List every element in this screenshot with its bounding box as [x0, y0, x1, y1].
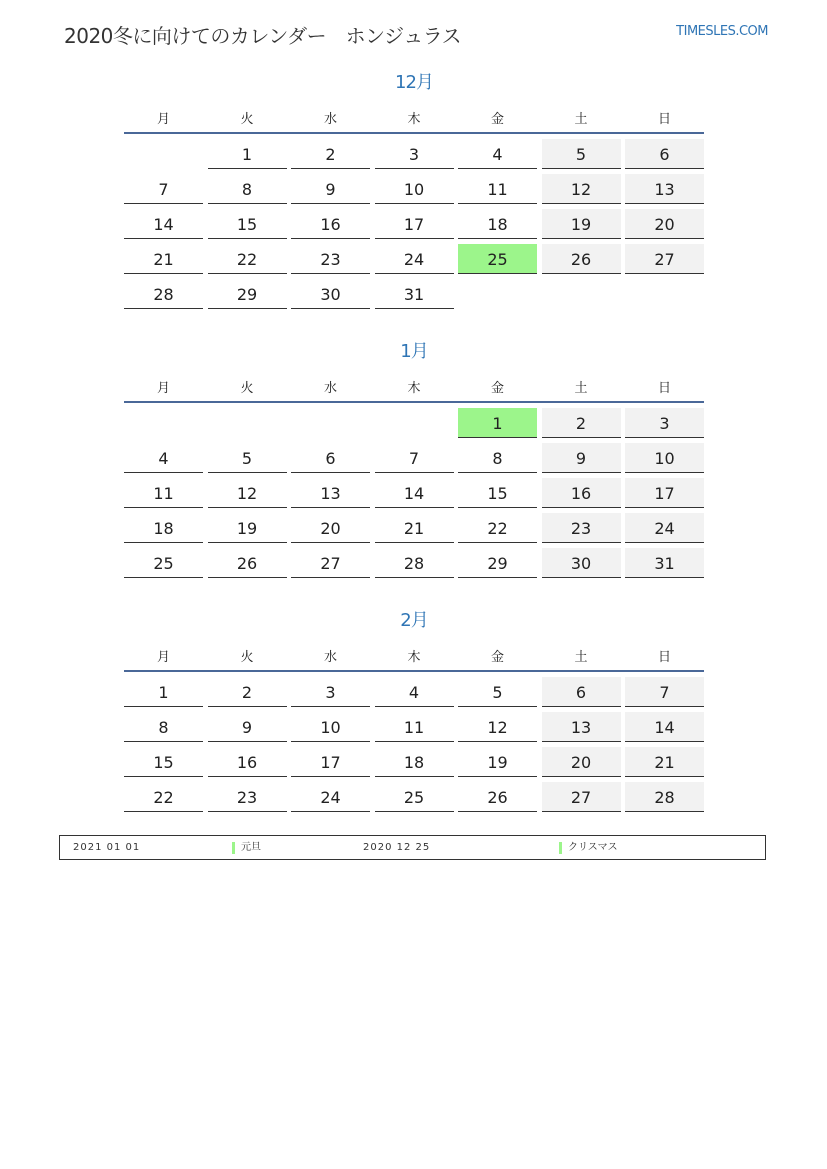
weekday-label: 火: [240, 111, 254, 127]
month-title: 12月: [395, 72, 433, 93]
day-cell: 22: [458, 513, 537, 543]
day-cell: 25: [458, 244, 537, 274]
weekday-header: [124, 102, 704, 134]
weekday-label: 金: [490, 380, 504, 396]
day-cell: 1: [208, 139, 287, 169]
day-cell: 9: [542, 443, 621, 473]
day-cell: 8: [124, 712, 203, 742]
weekday-label: 水: [323, 111, 337, 127]
day-cell: 26: [542, 244, 621, 274]
month-title: 1月: [400, 341, 428, 362]
day-cell: 2: [208, 677, 287, 707]
day-cell: 23: [291, 244, 370, 274]
day-cell: 17: [625, 478, 704, 508]
day-cell: 30: [542, 548, 621, 578]
day-cell: 20: [542, 747, 621, 777]
day-cell: 24: [291, 782, 370, 812]
day-cell: 27: [291, 548, 370, 578]
day-cell: 7: [124, 174, 203, 204]
day-cell: 12: [458, 712, 537, 742]
day-cell: 18: [375, 747, 454, 777]
day-cell: 14: [124, 209, 203, 239]
day-cell: 2: [291, 139, 370, 169]
day-cell: 6: [542, 677, 621, 707]
weekday-label: 金: [490, 649, 504, 665]
day-cell: 4: [124, 443, 203, 473]
day-cell: 26: [208, 548, 287, 578]
day-cell: 9: [291, 174, 370, 204]
day-cell: 22: [208, 244, 287, 274]
day-cell: 8: [208, 174, 287, 204]
empty-cell: [625, 279, 704, 309]
day-cell: 1: [124, 677, 203, 707]
weekday-label: 火: [240, 380, 254, 396]
weekday-label: 土: [574, 649, 588, 665]
day-cell: 10: [375, 174, 454, 204]
day-cell: 15: [208, 209, 287, 239]
day-cell: 6: [291, 443, 370, 473]
weekday-label: 木: [407, 380, 421, 396]
day-cell: 21: [375, 513, 454, 543]
month-january: [124, 339, 704, 578]
day-cell: 13: [625, 174, 704, 204]
weekday-label: 木: [407, 111, 421, 127]
day-cell: 18: [124, 513, 203, 543]
day-cell: 5: [542, 139, 621, 169]
day-cell: 27: [542, 782, 621, 812]
day-cell: 30: [291, 279, 370, 309]
site-link[interactable]: TIMESLES.COM: [676, 24, 768, 39]
day-cell: 29: [208, 279, 287, 309]
empty-cell: [124, 139, 203, 169]
page-title: 2020冬に向けてのカレンダー ホンジュラス: [64, 24, 462, 48]
day-cell: 23: [208, 782, 287, 812]
holiday-legend: [59, 835, 766, 860]
day-cell: 16: [542, 478, 621, 508]
empty-cell: [375, 408, 454, 438]
day-cell: 7: [375, 443, 454, 473]
day-cell: 10: [291, 712, 370, 742]
weekday-label: 月: [156, 649, 170, 665]
empty-cell: [291, 408, 370, 438]
day-cell: 29: [458, 548, 537, 578]
day-cell: 19: [208, 513, 287, 543]
legend-date: 2021 01 01: [73, 842, 141, 853]
day-cell: 3: [375, 139, 454, 169]
day-cell: 14: [375, 478, 454, 508]
day-cell: 22: [124, 782, 203, 812]
day-cell: 18: [458, 209, 537, 239]
day-cell: 15: [124, 747, 203, 777]
day-grid: [124, 408, 704, 578]
day-cell: 11: [458, 174, 537, 204]
day-grid: [124, 139, 704, 309]
day-cell: 13: [291, 478, 370, 508]
empty-cell: [542, 279, 621, 309]
weekday-label: 月: [156, 111, 170, 127]
day-cell: 12: [542, 174, 621, 204]
day-cell: 24: [375, 244, 454, 274]
day-cell: 17: [291, 747, 370, 777]
day-cell: 4: [458, 139, 537, 169]
weekday-label: 月: [156, 380, 170, 396]
day-cell: 6: [625, 139, 704, 169]
day-cell: 28: [375, 548, 454, 578]
legend-date: 2020 12 25: [363, 842, 431, 853]
day-cell: 21: [124, 244, 203, 274]
day-cell: 5: [458, 677, 537, 707]
day-cell: 17: [375, 209, 454, 239]
day-cell: 20: [291, 513, 370, 543]
weekday-label: 日: [657, 649, 671, 665]
day-cell: 24: [625, 513, 704, 543]
day-grid: [124, 677, 704, 812]
day-cell: 27: [625, 244, 704, 274]
weekday-label: 水: [323, 649, 337, 665]
day-cell: 13: [542, 712, 621, 742]
weekday-label: 火: [240, 649, 254, 665]
month-february: [124, 608, 704, 812]
weekday-label: 水: [323, 380, 337, 396]
weekday-header: [124, 371, 704, 403]
weekday-label: 日: [657, 380, 671, 396]
day-cell: 20: [625, 209, 704, 239]
day-cell: 11: [124, 478, 203, 508]
weekday-label: 土: [574, 111, 588, 127]
day-cell: 25: [375, 782, 454, 812]
day-cell: 31: [375, 279, 454, 309]
legend-holiday-name: 元旦: [232, 842, 261, 854]
day-cell: 5: [208, 443, 287, 473]
day-cell: 23: [542, 513, 621, 543]
day-cell: 31: [625, 548, 704, 578]
day-cell: 11: [375, 712, 454, 742]
day-cell: 26: [458, 782, 537, 812]
weekday-header: [124, 640, 704, 672]
day-cell: 19: [458, 747, 537, 777]
empty-cell: [458, 279, 537, 309]
day-cell: 14: [625, 712, 704, 742]
day-cell: 21: [625, 747, 704, 777]
legend-holiday-name: クリスマス: [559, 842, 618, 854]
day-cell: 28: [625, 782, 704, 812]
day-cell: 12: [208, 478, 287, 508]
month-title: 2月: [400, 610, 428, 631]
day-cell: 1: [458, 408, 537, 438]
weekday-label: 日: [657, 111, 671, 127]
weekday-label: 木: [407, 649, 421, 665]
day-cell: 10: [625, 443, 704, 473]
month-december: [124, 70, 704, 309]
day-cell: 8: [458, 443, 537, 473]
empty-cell: [208, 408, 287, 438]
day-cell: 3: [291, 677, 370, 707]
day-cell: 16: [208, 747, 287, 777]
day-cell: 25: [124, 548, 203, 578]
weekday-label: 金: [490, 111, 504, 127]
empty-cell: [124, 408, 203, 438]
day-cell: 15: [458, 478, 537, 508]
day-cell: 19: [542, 209, 621, 239]
day-cell: 7: [625, 677, 704, 707]
weekday-label: 土: [574, 380, 588, 396]
day-cell: 28: [124, 279, 203, 309]
day-cell: 4: [375, 677, 454, 707]
day-cell: 3: [625, 408, 704, 438]
day-cell: 9: [208, 712, 287, 742]
day-cell: 2: [542, 408, 621, 438]
day-cell: 16: [291, 209, 370, 239]
